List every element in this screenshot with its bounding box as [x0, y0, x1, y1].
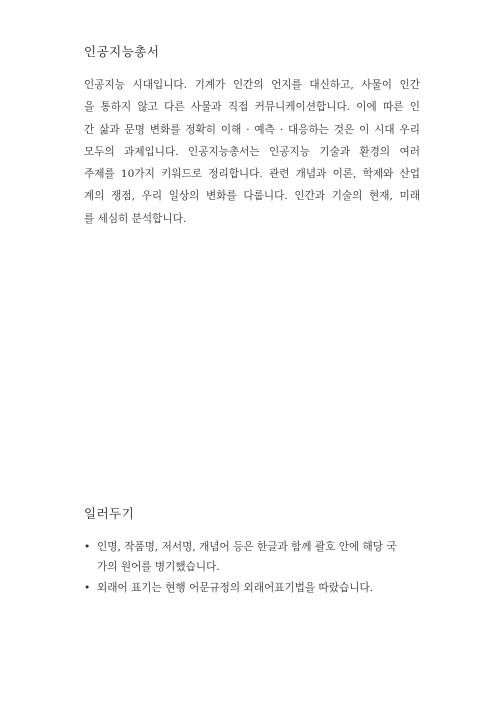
notes-list	[84, 537, 420, 599]
note-line: 인명, 작품명, 저서명, 개념어 등은 한글과 함께 괄호 안에 해당 국	[97, 541, 397, 553]
series-description-line: 계의 쟁점, 우리 일상의 변화를 다룹니다. 인간과 기술의 현재, 미래	[84, 190, 420, 203]
series-description-line: 인공지능 시대입니다. 기계가 인간의 언지를 대신하고, 사물이 인간	[84, 79, 420, 91]
note-item	[84, 537, 420, 577]
note-line: 외래어 표기는 현행 어문규정의 외래어표기법을 따랐습니다.	[97, 582, 374, 594]
bullet-icon: •	[84, 541, 91, 553]
series-description-line: 주제를 10가지 키워드로 정리합니다. 관련 개념과 이론, 학제와 산업	[84, 168, 420, 181]
series-description-line: 간 삶과 문명 변화를 정확히 이해 · 예측 · 대응하는 것은 이 시대 우리	[84, 123, 420, 136]
notes-title: 일러두기	[84, 506, 135, 521]
bullet-icon: •	[84, 582, 91, 594]
series-description-line: 을 통하지 않고 다른 사물과 직접 커뮤니케이션합니다. 이에 따른 인	[84, 101, 420, 114]
series-title: 인공지능총서	[84, 44, 160, 59]
series-description	[84, 74, 420, 230]
note-line: 가의 원어를 병기했습니다.	[97, 561, 220, 573]
series-description-line: 모두의 과제입니다. 인공지능총서는 인공지능 기술과 환경의 여러	[84, 145, 420, 158]
series-description-line: 를 세심히 분석합니다.	[84, 212, 187, 225]
note-item	[84, 578, 420, 598]
